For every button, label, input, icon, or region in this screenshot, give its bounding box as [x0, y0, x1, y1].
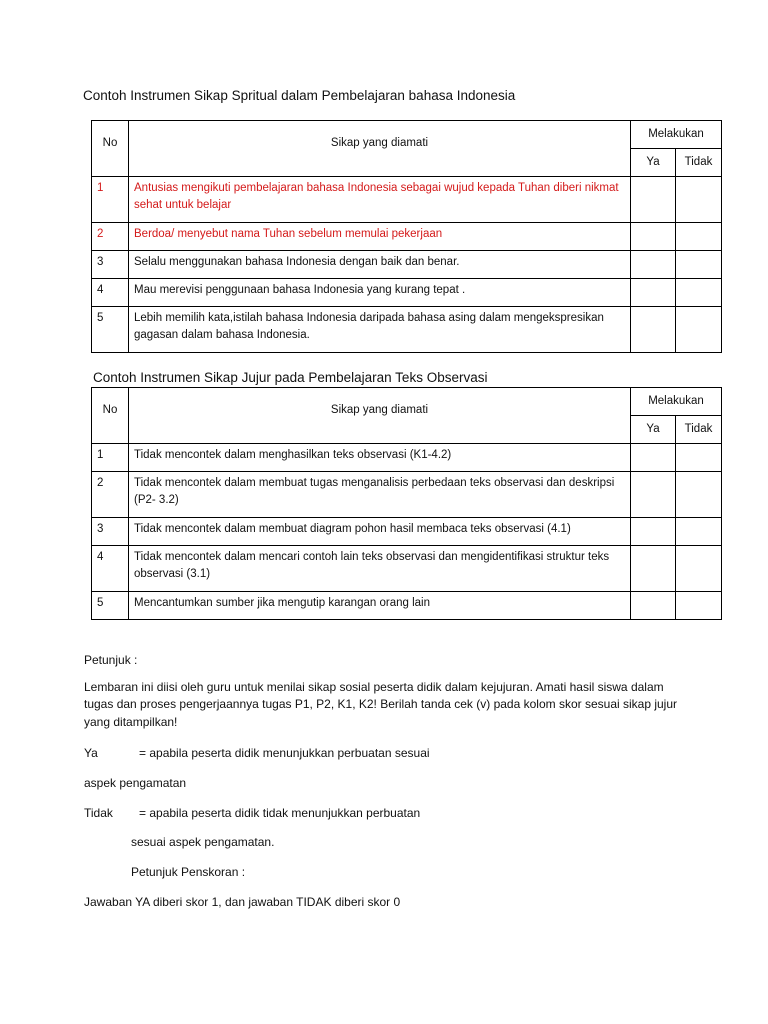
tidak-cell[interactable]	[676, 518, 722, 546]
row-no: 4	[92, 546, 129, 592]
table1-title: Contoh Instrumen Sikap Spritual dalam Pembelajaran bahasa Indonesia	[83, 88, 516, 103]
row-text: Mencantumkan sumber jika mengutip karangan orang lain	[129, 592, 631, 620]
tidak-description: = apabila peserta didik tidak menunjukkan perbuatan	[139, 806, 421, 820]
header-ya: Ya	[631, 149, 676, 177]
tidak-cell[interactable]	[676, 472, 722, 518]
ya-label: Ya	[84, 746, 98, 760]
ya-cell[interactable]	[631, 307, 676, 353]
row-text: Mau merevisi penggunaan bahasa Indonesia yang kurang tepat .	[129, 279, 631, 307]
table2-title: Contoh Instrumen Sikap Jujur pada Pembelajaran Teks Observasi	[93, 370, 488, 385]
row-no: 1	[92, 177, 129, 223]
instructions-body: Lembaran ini diisi oleh guru untuk menilai sikap sosial peserta didik dalam kejujuran. Amati hasil siswa dalam tugas dan proses pengerjaannya tugas P1, P2, K1, K2! Berilah tanda cek (v) pada kolom skor sesuai sikap jujur yang ditampilkan!	[84, 680, 678, 729]
ya-cell[interactable]	[631, 592, 676, 620]
row-no: 5	[92, 307, 129, 353]
ya-cell[interactable]	[631, 472, 676, 518]
tidak-cell[interactable]	[676, 592, 722, 620]
header-melakukan: Melakukan	[631, 388, 722, 416]
instructions-heading: Petunjuk :	[84, 653, 138, 667]
row-text: Selalu menggunakan bahasa Indonesia dengan baik dan benar.	[129, 251, 631, 279]
ya-cell[interactable]	[631, 251, 676, 279]
tidak-cell[interactable]	[676, 177, 722, 223]
header-melakukan: Melakukan	[631, 121, 722, 149]
tidak-description-cont: sesuai aspek pengamatan.	[131, 835, 275, 849]
tidak-cell[interactable]	[676, 444, 722, 472]
row-no: 2	[92, 223, 129, 251]
header-tidak: Tidak	[676, 149, 722, 177]
scoring-heading: Petunjuk Penskoran :	[131, 865, 246, 879]
tidak-cell[interactable]	[676, 546, 722, 592]
header-ya: Ya	[631, 416, 676, 444]
header-sikap: Sikap yang diamati	[129, 388, 631, 444]
ya-cell[interactable]	[631, 546, 676, 592]
header-sikap: Sikap yang diamati	[129, 121, 631, 177]
tidak-cell[interactable]	[676, 279, 722, 307]
row-no: 2	[92, 472, 129, 518]
ya-cell[interactable]	[631, 223, 676, 251]
row-text: Tidak mencontek dalam menghasilkan teks observasi (K1-4.2)	[129, 444, 631, 472]
row-text: Tidak mencontek dalam mencari contoh lain teks observasi dan mengidentifikasi struktur teks observasi (3.1)	[129, 546, 631, 592]
row-no: 1	[92, 444, 129, 472]
row-no: 3	[92, 251, 129, 279]
row-text: Tidak mencontek dalam membuat tugas menganalisis perbedaan teks observasi dan deskripsi (P2- 3.2)	[129, 472, 631, 518]
ya-cell[interactable]	[631, 177, 676, 223]
row-text: Antusias mengikuti pembelajaran bahasa Indonesia sebagai wujud kepada Tuhan diberi nikmat sehat untuk belajar	[129, 177, 631, 223]
tidak-label: Tidak	[84, 806, 113, 820]
scoring-text: Jawaban YA diberi skor 1, dan jawaban TIDAK diberi skor 0	[84, 895, 401, 909]
tidak-cell[interactable]	[676, 307, 722, 353]
header-no: No	[92, 121, 129, 177]
row-no: 3	[92, 518, 129, 546]
tidak-cell[interactable]	[676, 223, 722, 251]
row-no: 4	[92, 279, 129, 307]
ya-description: = apabila peserta didik menunjukkan perbuatan sesuai	[139, 746, 430, 760]
row-text: Tidak mencontek dalam membuat diagram pohon hasil membaca teks observasi (4.1)	[129, 518, 631, 546]
attitude-table-spiritual	[91, 120, 722, 353]
header-tidak: Tidak	[676, 416, 722, 444]
ya-cell[interactable]	[631, 518, 676, 546]
row-text: Lebih memilih kata,istilah bahasa Indonesia daripada bahasa asing dalam mengekspresikan gagasan dalam bahasa Indonesia.	[129, 307, 631, 353]
tidak-cell[interactable]	[676, 251, 722, 279]
row-text: Berdoa/ menyebut nama Tuhan sebelum memulai pekerjaan	[129, 223, 631, 251]
row-no: 5	[92, 592, 129, 620]
header-no: No	[92, 388, 129, 444]
ya-cell[interactable]	[631, 279, 676, 307]
ya-cell[interactable]	[631, 444, 676, 472]
ya-description-cont: aspek pengamatan	[84, 776, 187, 790]
attitude-table-honesty	[91, 387, 722, 620]
